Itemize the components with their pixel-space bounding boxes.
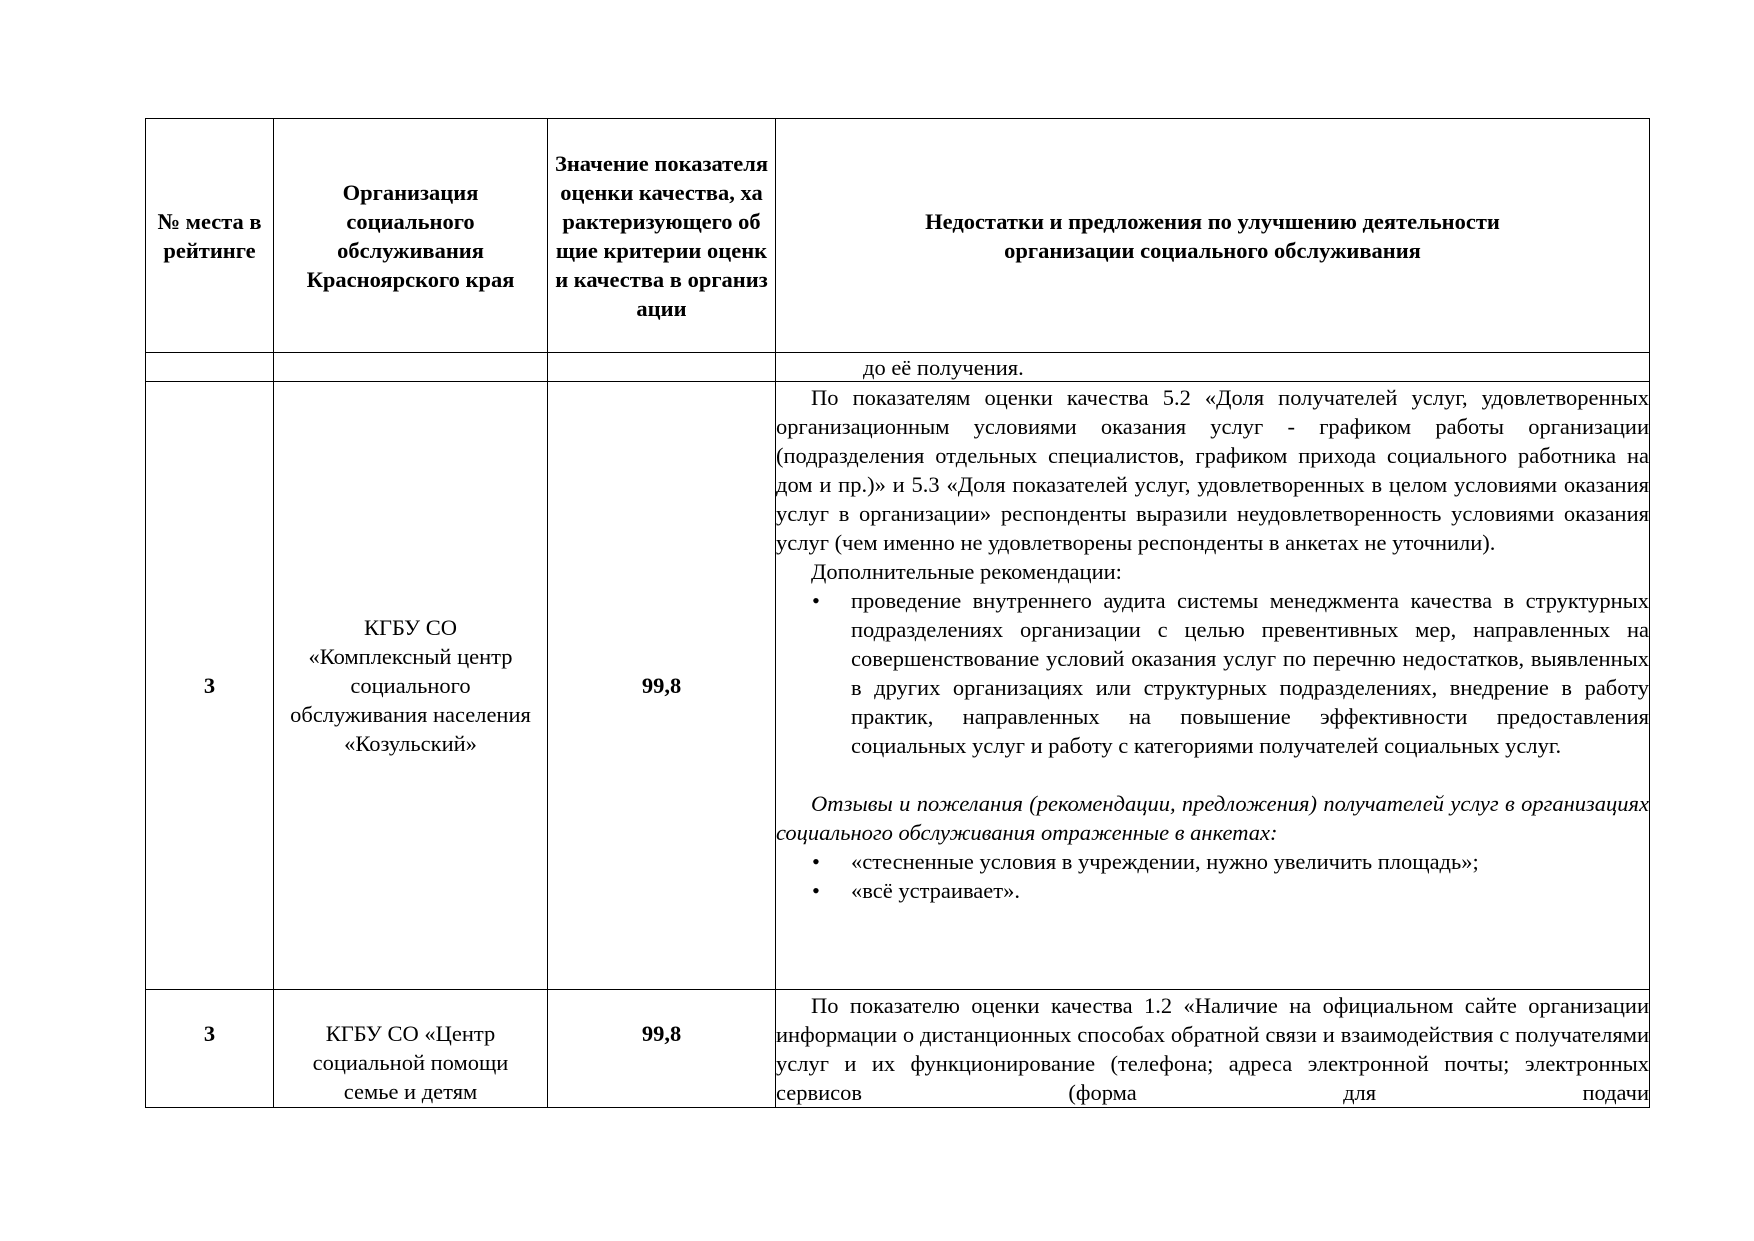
- row1-score: 99,8: [548, 382, 776, 990]
- bullet-icon: •: [812, 588, 820, 613]
- list-item: [776, 847, 1649, 876]
- header-rank: № места в рейтинге: [146, 119, 274, 353]
- row1-feedback-text-2: «всё устраивает».: [851, 878, 1020, 903]
- row1-recommendations-list: [776, 586, 1649, 760]
- header-shortcomings: Недостатки и предложения по улучшению деятельности организации социального обслуживания: [776, 119, 1650, 353]
- row2-paragraph: По показателю оценки качества 1.2 «Наличие на официальном сайте организации информации о дистанционных способах обратной связи и взаимодействия с получателями услуг и их функционирование (телефона; адреса электронной почты; электронных сервисов (форма для подачи: [776, 993, 1649, 1105]
- row1-rank: 3: [146, 382, 274, 990]
- continuation-text-cell: [776, 353, 1650, 382]
- header-row: [146, 119, 1650, 353]
- continuation-rank-cell: [146, 353, 274, 382]
- list-item: [776, 586, 1649, 760]
- table-row: [146, 382, 1650, 990]
- row1-recommendation-text: проведение внутреннего аудита системы менеджмента качества в структурных подразделениях организации с целью превентивных мер, направленных на совершенствование условий оказания услуг по перечню недостатков, выявленных в других организациях или структурных подразделениях, внедрение в работу практик, направленных на повышение эффективности предоставления социальных услуг и работу с категориями получателей социальных услуг.: [851, 588, 1649, 758]
- continuation-score-cell: [548, 353, 776, 382]
- bullet-icon: •: [812, 878, 820, 903]
- row1-feedback-title: Отзывы и пожелания (рекомендации, предложения) получателей услуг в организациях социального обслуживания отраженные в анкетах:: [776, 791, 1649, 845]
- row1-organization: КГБУ СО «Комплексный центр социального обслуживания населения «Козульский»: [274, 382, 548, 990]
- row1-feedback-text-1: «стесненные условия в учреждении, нужно увеличить площадь»;: [851, 849, 1479, 874]
- continuation-org-cell: [274, 353, 548, 382]
- continuation-row: [146, 353, 1650, 382]
- row2-organization: КГБУ СО «Центр социальной помощи семье и детям: [274, 990, 548, 1108]
- list-item: [776, 876, 1649, 905]
- row2-score: 99,8: [548, 990, 776, 1108]
- row1-feedback-list: [776, 847, 1649, 905]
- row1-recommendations-title: Дополнительные рекомендации:: [811, 559, 1122, 584]
- row2-rank: 3: [146, 990, 274, 1108]
- row1-shortcomings: [776, 382, 1650, 990]
- continuation-text: до её получения.: [863, 354, 1024, 380]
- bullet-icon: •: [812, 849, 820, 874]
- spacer: [776, 760, 1649, 789]
- row2-shortcomings: [776, 990, 1650, 1108]
- header-organization: Организация социального обслуживания Красноярского края: [274, 119, 548, 353]
- row1-paragraph: По показателям оценки качества 5.2 «Доля получателей услуг, удовлетворенных организационным условиями оказания услуг - графиком работы организации (подразделения отдельных специалистов, графиком прихода социального работника на дом и пр.)» и 5.3 «Доля показателей услуг, удовлетворенных в целом условиями оказания услуг в организации» респонденты выразили неудовлетворенность условиями оказания услуг (чем именно не удовлетворены респонденты в анкетах не уточнили).: [776, 385, 1649, 555]
- table-row: [146, 990, 1650, 1108]
- header-score: Значение показателя оценки качества, характеризующего общие критерии оценки качества в организации: [548, 119, 776, 353]
- rating-table: [145, 118, 1650, 1108]
